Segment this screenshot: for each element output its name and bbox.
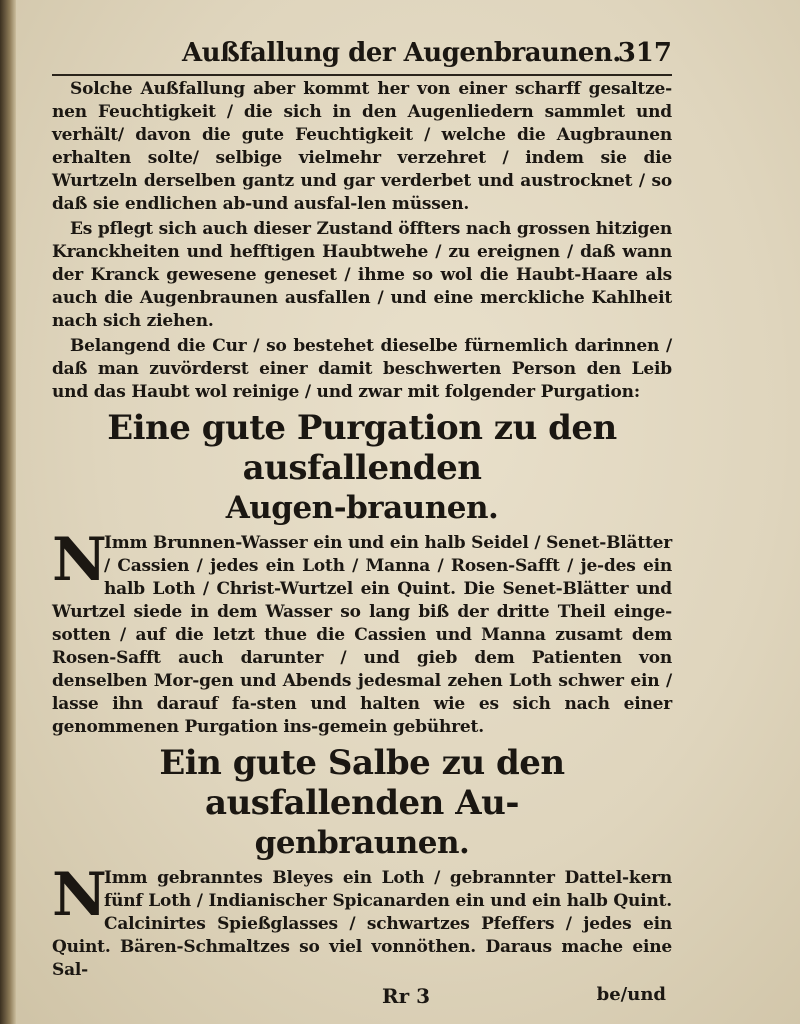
recipe-purgation-text: Imm Brunnen-Wasser ein und ein halb Seidel / Senet-Blätter / Cassien / jedes ein Loth / Manna / Rosen-Safft / je-des ein halb Loth / Christ-Wurtzel ein Quint. Die Senet-Blätter und Wurtzel siede in dem Wasser so lang biß der dritte Theil einge-sotten / auf die letzt thue die Cassien und Manna zusamt dem Rosen-Safft auch darunter / und gieb dem Patienten von denselben Mor-gen und Abends jedesmal zehen Loth schwer ein / lasse ihn darauf fa-sten und halten wie es sich nach einer genommenen Purgation ins-gemein gebühret. [52, 533, 672, 737]
dropcap-initial: N [52, 525, 107, 595]
section-heading-purgation-line2: Augen-braunen. [225, 490, 499, 526]
dropcap-initial: N [52, 860, 107, 930]
book-gutter [0, 0, 16, 1024]
recipe-salve [52, 860, 672, 982]
paragraph-3: Belangend die Cur / so bestehet dieselbe fürnemlich darinnen / daß man zuvörderst einer damit beschwerten Person den Leib und das Haubt wol reinige / und zwar mit folgender Purgation: [52, 336, 672, 402]
running-title: Außfallung der Augenbraunen. [182, 38, 621, 68]
paragraph-2: Es pflegt sich auch dieser Zustand öffters nach grossen hitzigen Kranckheiten und hefftigen Haubtwehe / zu ereignen / daß wann der Kranck gewesene geneset / ihme so wol die Haubt-Haare als auch die Augenbraunen ausfallen / und eine merckliche Kahlheit nach sich ziehen. [52, 219, 672, 331]
running-head [52, 36, 672, 76]
paragraph-1: Solche Außfallung aber kommt her von einer scharff gesaltze-nen Feuchtigkeit / die sich in den Augenliedern sammlet und verhält/ davon die gute Feuchtigkeit / welche die Augbraunen erhalten solte/ selbige vielmehr verzehret / indem sie die Wurtzeln derselben gantz und gar verderbet und austrocknet / so daß sie endlichen ab-und ausfal-len müssen. [52, 79, 672, 214]
page-number: 317 [617, 38, 672, 68]
section-heading-salve-line2: genbraunen. [254, 825, 470, 861]
recipe-purgation [52, 525, 672, 739]
signature-mark: Rr 3 [382, 984, 431, 1008]
page-footer [52, 984, 672, 1012]
catchword: be/und [596, 984, 666, 1005]
section-heading-salve-line1: Ein gute Salbe zu den ausfallenden Au- [159, 743, 565, 823]
section-heading-purgation-line1: Eine gute Purgation zu den ausfallenden [107, 408, 617, 488]
section-heading-purgation [52, 408, 672, 528]
text-block [52, 36, 672, 1012]
section-heading-salve [52, 743, 672, 863]
recipe-salve-text: Imm gebranntes Bleyes ein Loth / gebrannter Dattel-kern fünf Loth / Indianischer Spicanarden ein und ein halb Quint. Calcinirtes Spießglasses / schwartzes Pfeffers / jedes ein Quint. Bären-Schmaltzes so viel vonnöthen. Daraus mache eine Sal- [52, 868, 672, 980]
